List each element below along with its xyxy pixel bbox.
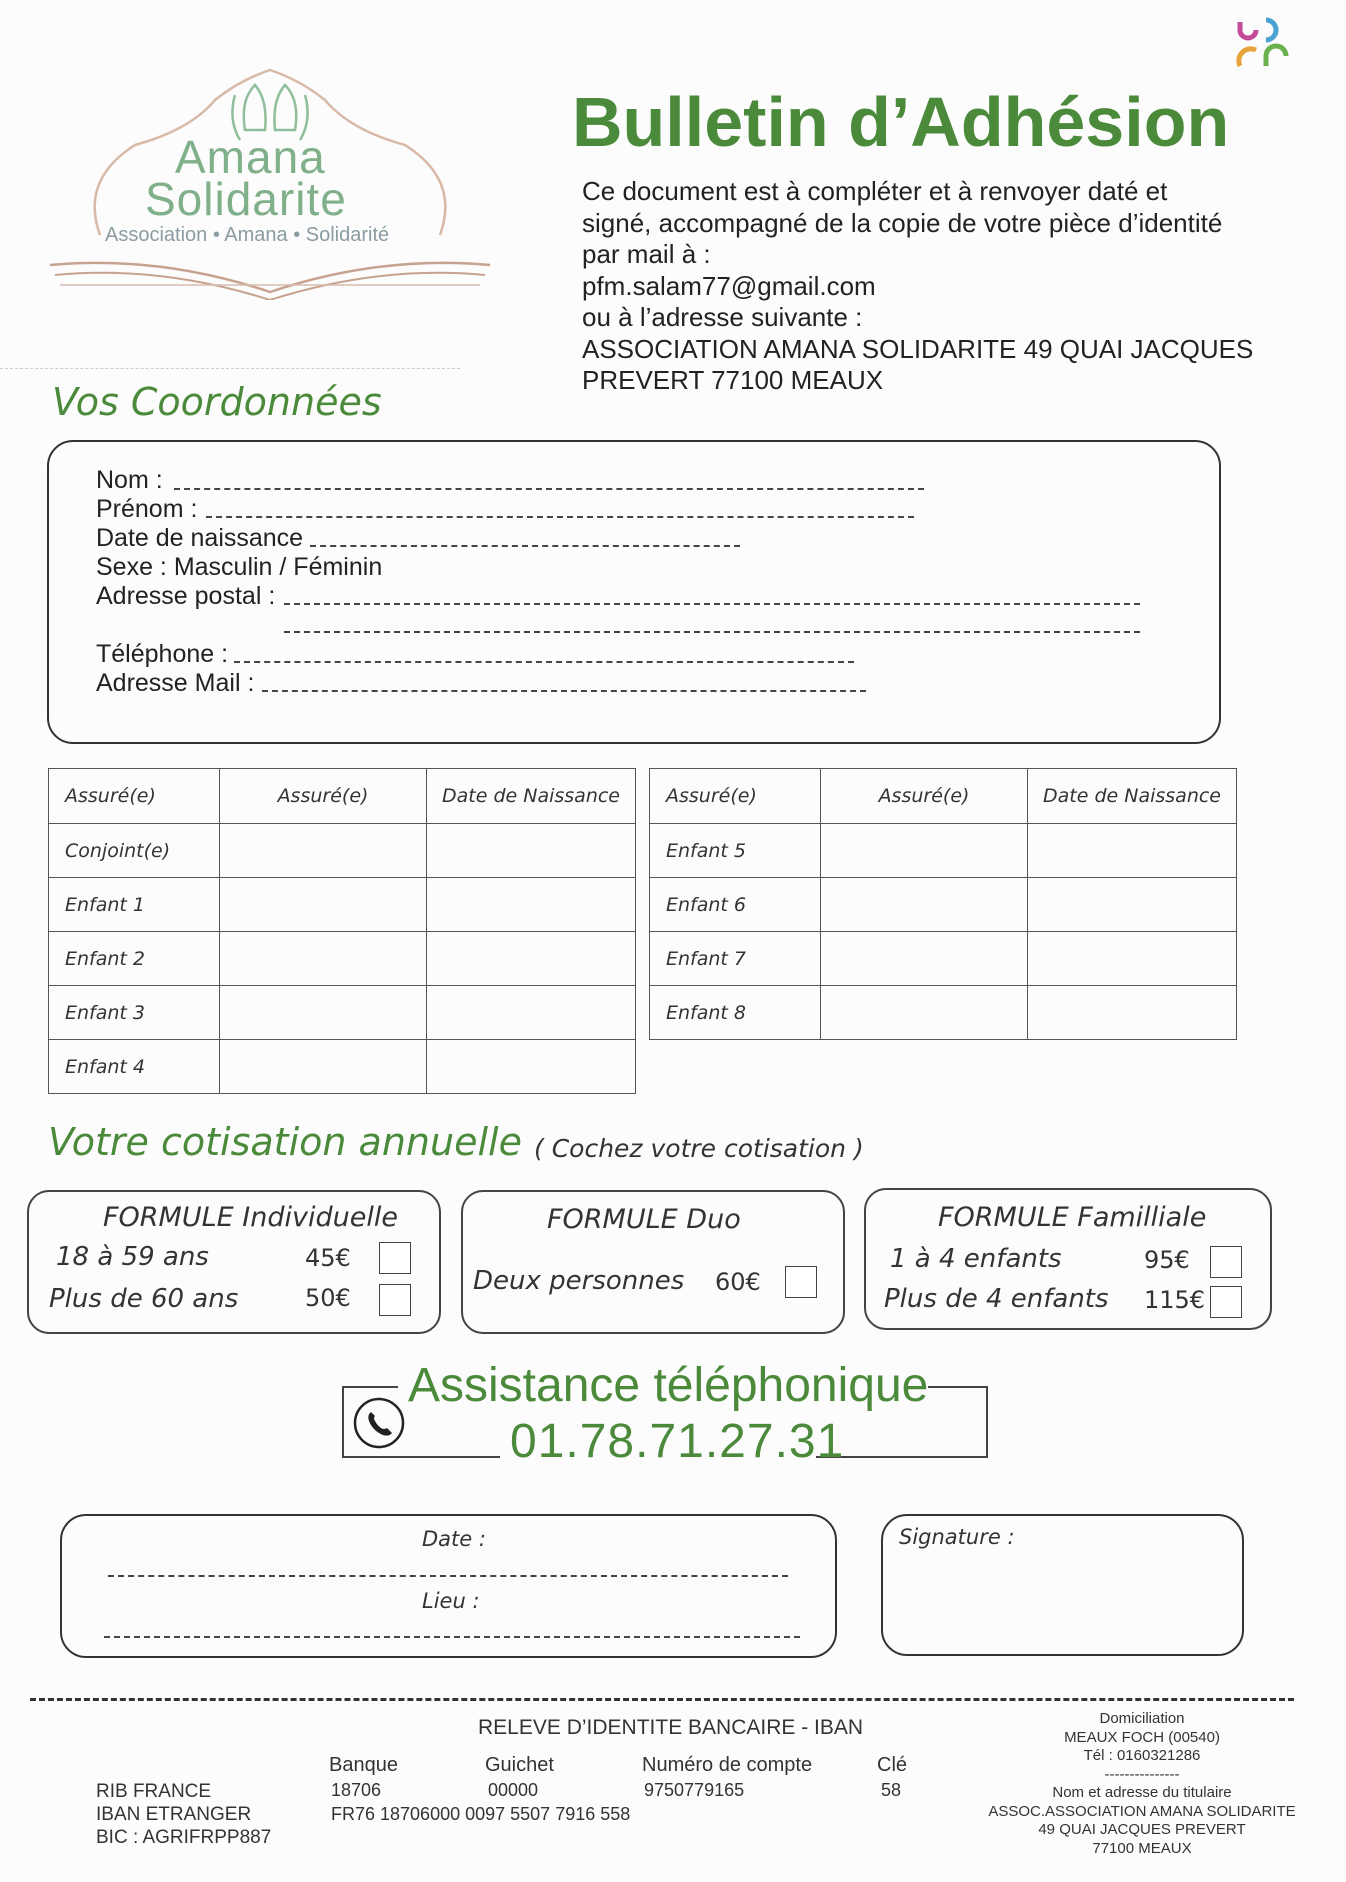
formula-prefix: FORMULE bbox=[103, 1202, 234, 1233]
domiciliation-tel: Tél : 0160321286 bbox=[1083, 1747, 1201, 1764]
rib-col-compte: Numéro de compte bbox=[642, 1754, 813, 1776]
birthdate-cell[interactable] bbox=[1028, 824, 1237, 878]
mail-field[interactable] bbox=[262, 690, 866, 692]
option-price: 115€ bbox=[1144, 1286, 1206, 1314]
logo-subtitle: Association • Amana • Solidarité bbox=[105, 224, 390, 246]
phone-icon bbox=[352, 1396, 406, 1450]
assistance-title: Assistance téléphonique bbox=[408, 1359, 929, 1412]
birthdate-cell[interactable] bbox=[427, 986, 636, 1040]
intro-line: par mail à : bbox=[582, 239, 711, 269]
formula-heading bbox=[938, 1202, 1206, 1233]
birthdate-cell[interactable] bbox=[1028, 986, 1237, 1040]
divider bbox=[0, 368, 460, 369]
row-label: Enfant 8 bbox=[650, 986, 821, 1040]
row-label: Enfant 7 bbox=[650, 932, 821, 986]
option-checkbox[interactable] bbox=[379, 1242, 411, 1274]
intro-line: signé, accompagné de la copie de votre pièce d’identité bbox=[582, 207, 1223, 238]
option-price: 95€ bbox=[1144, 1246, 1190, 1274]
name-cell[interactable] bbox=[220, 932, 427, 986]
formula-duo bbox=[461, 1190, 845, 1334]
row-label: Enfant 2 bbox=[49, 932, 220, 986]
name-cell[interactable] bbox=[821, 932, 1028, 986]
lieu-field[interactable] bbox=[104, 1636, 800, 1638]
option-price: 50€ bbox=[305, 1284, 351, 1312]
rib-domiciliation bbox=[962, 1710, 1322, 1858]
naissance-field[interactable] bbox=[310, 545, 740, 547]
rib-col-cle: Clé bbox=[877, 1754, 908, 1776]
telephone-field[interactable] bbox=[234, 661, 854, 663]
titulaire-street: 49 QUAI JACQUES PREVERT bbox=[1038, 1821, 1246, 1838]
option-label: Plus de 4 enfants bbox=[884, 1284, 1109, 1314]
row-label: Enfant 3 bbox=[49, 986, 220, 1040]
adresse-field[interactable] bbox=[284, 603, 1140, 605]
rib-title: RELEVE D’IDENTITE BANCAIRE - IBAN bbox=[478, 1716, 864, 1739]
titulaire-city: 77100 MEAUX bbox=[1092, 1839, 1192, 1857]
titulaire-name: ASSOC.ASSOCIATION AMANA SOLIDARITE bbox=[988, 1802, 1296, 1820]
section-title-cotisation: Votre cotisation annuelle bbox=[48, 1120, 522, 1164]
telephone-label: Téléphone : bbox=[96, 640, 229, 668]
birthdate-cell[interactable] bbox=[1028, 878, 1237, 932]
row-label: Enfant 5 bbox=[650, 824, 821, 878]
naissance-label: Date de naissance bbox=[96, 524, 304, 552]
birthdate-cell[interactable] bbox=[1028, 932, 1237, 986]
row-label: Enfant 1 bbox=[49, 878, 220, 932]
name-cell[interactable] bbox=[821, 824, 1028, 878]
beneficiaries-table-right bbox=[649, 768, 1237, 1040]
rib-line: RIB FRANCE bbox=[96, 1781, 212, 1802]
option-label: 18 à 59 ans bbox=[56, 1242, 209, 1272]
beneficiaries-table-left bbox=[48, 768, 636, 1094]
intro-address: ASSOCIATION AMANA SOLIDARITE 49 QUAI JACQUES bbox=[582, 333, 1254, 364]
table-row bbox=[49, 986, 636, 1040]
formula-prefix: FORMULE bbox=[938, 1202, 1069, 1233]
sexe-label: Sexe : Masculin / Féminin bbox=[96, 553, 383, 581]
formula-familliale bbox=[864, 1188, 1272, 1330]
adresse-label: Adresse postal : bbox=[96, 582, 276, 610]
row-label: Conjoint(e) bbox=[49, 824, 220, 878]
date-field[interactable] bbox=[108, 1575, 788, 1577]
titulaire-label: Nom et adresse du titulaire bbox=[1052, 1784, 1232, 1801]
option-price: 45€ bbox=[305, 1244, 351, 1272]
rib-line: BIC : AGRIFRPP887 bbox=[96, 1827, 272, 1848]
birthdate-cell[interactable] bbox=[427, 824, 636, 878]
formula-name: Duo bbox=[686, 1204, 741, 1235]
cut-line bbox=[30, 1698, 1294, 1701]
rib-val-banque: 18706 bbox=[331, 1780, 382, 1800]
row-label: Enfant 4 bbox=[49, 1040, 220, 1094]
formula-prefix: FORMULE bbox=[547, 1204, 678, 1235]
name-cell[interactable] bbox=[220, 878, 427, 932]
option-label: 1 à 4 enfants bbox=[890, 1244, 1062, 1274]
table-row bbox=[49, 878, 636, 932]
formula-individuelle bbox=[27, 1190, 441, 1334]
rib-left bbox=[96, 1780, 271, 1849]
table-header: Assuré(e) bbox=[821, 769, 1028, 824]
birthdate-cell[interactable] bbox=[427, 1040, 636, 1094]
option-checkbox[interactable] bbox=[1210, 1286, 1242, 1318]
formula-heading bbox=[103, 1202, 398, 1233]
name-cell[interactable] bbox=[821, 878, 1028, 932]
assistance-phone[interactable]: 01.78.71.27.31 bbox=[510, 1415, 845, 1468]
intro-line: ou à l’adresse suivante : bbox=[582, 302, 863, 332]
formula-name: Individuelle bbox=[242, 1202, 398, 1233]
table-header: Date de Naissance bbox=[1028, 769, 1237, 824]
formula-name: Familliale bbox=[1077, 1202, 1207, 1233]
date-label: Date : bbox=[422, 1527, 486, 1551]
birthdate-cell[interactable] bbox=[427, 878, 636, 932]
rib-col-banque: Banque bbox=[329, 1754, 398, 1776]
signature-label: Signature : bbox=[899, 1525, 1015, 1549]
domiciliation-label: Domiciliation bbox=[1099, 1710, 1185, 1727]
intro-email: pfm.salam77@gmail.com bbox=[582, 270, 876, 301]
name-cell[interactable] bbox=[220, 1040, 427, 1094]
rib-col-guichet: Guichet bbox=[485, 1754, 554, 1776]
intro-address: PREVERT 77100 MEAUX bbox=[582, 365, 884, 395]
name-cell[interactable] bbox=[220, 824, 427, 878]
row-label: Enfant 6 bbox=[650, 878, 821, 932]
domiciliation-agence: MEAUX FOCH (00540) bbox=[1064, 1728, 1220, 1746]
intro-text bbox=[582, 176, 1302, 397]
birthdate-cell[interactable] bbox=[427, 932, 636, 986]
rib-val-guichet: 00000 bbox=[488, 1780, 539, 1800]
name-cell[interactable] bbox=[821, 986, 1028, 1040]
prenom-label: Prénom : bbox=[96, 495, 198, 523]
option-label: Deux personnes bbox=[473, 1266, 685, 1296]
table-header: Date de Naissance bbox=[427, 769, 636, 824]
table-header: Assuré(e) bbox=[220, 769, 427, 824]
nom-field[interactable] bbox=[174, 488, 924, 490]
rib-line: IBAN ETRANGER bbox=[96, 1804, 252, 1825]
table-row bbox=[49, 932, 636, 986]
table-row bbox=[650, 932, 1237, 986]
option-label: Plus de 60 ans bbox=[49, 1284, 239, 1314]
option-price: 60€ bbox=[715, 1268, 761, 1296]
intro-line: Ce document est à compléter et à renvoyer daté et bbox=[582, 176, 1168, 206]
prenom-field[interactable] bbox=[206, 516, 914, 518]
rib-iban: FR76 18706000 0097 5507 7916 558 bbox=[331, 1804, 631, 1824]
table-header: Assuré(e) bbox=[650, 769, 821, 824]
nom-label: Nom : bbox=[96, 466, 163, 494]
name-cell[interactable] bbox=[220, 986, 427, 1040]
table-row bbox=[650, 824, 1237, 878]
option-checkbox[interactable] bbox=[1210, 1246, 1242, 1278]
corner-logo-icon bbox=[1236, 16, 1292, 72]
table-row bbox=[650, 878, 1237, 932]
option-checkbox[interactable] bbox=[785, 1266, 817, 1298]
option-checkbox[interactable] bbox=[379, 1284, 411, 1316]
rib-val-cle: 58 bbox=[881, 1780, 902, 1800]
logo-text-solidarite: Solidarite bbox=[145, 173, 347, 225]
mail-label: Adresse Mail : bbox=[96, 669, 255, 697]
page-title: Bulletin d’Adhésion bbox=[572, 83, 1230, 161]
logo-text-amana: Amana bbox=[175, 131, 326, 183]
table-header: Assuré(e) bbox=[49, 769, 220, 824]
table-row bbox=[49, 1040, 636, 1094]
formula-heading bbox=[547, 1204, 741, 1235]
table-row bbox=[49, 824, 636, 878]
adresse-field-line2[interactable] bbox=[284, 631, 1140, 633]
section-title-coordonnees: Vos Coordonnées bbox=[52, 380, 382, 424]
rib-val-compte: 9750779165 bbox=[644, 1780, 745, 1800]
cotisation-note: ( Cochez votre cotisation ) bbox=[534, 1134, 864, 1163]
domiciliation-separator: --------------- bbox=[1104, 1765, 1180, 1783]
lieu-label: Lieu : bbox=[422, 1589, 480, 1613]
table-row bbox=[650, 986, 1237, 1040]
